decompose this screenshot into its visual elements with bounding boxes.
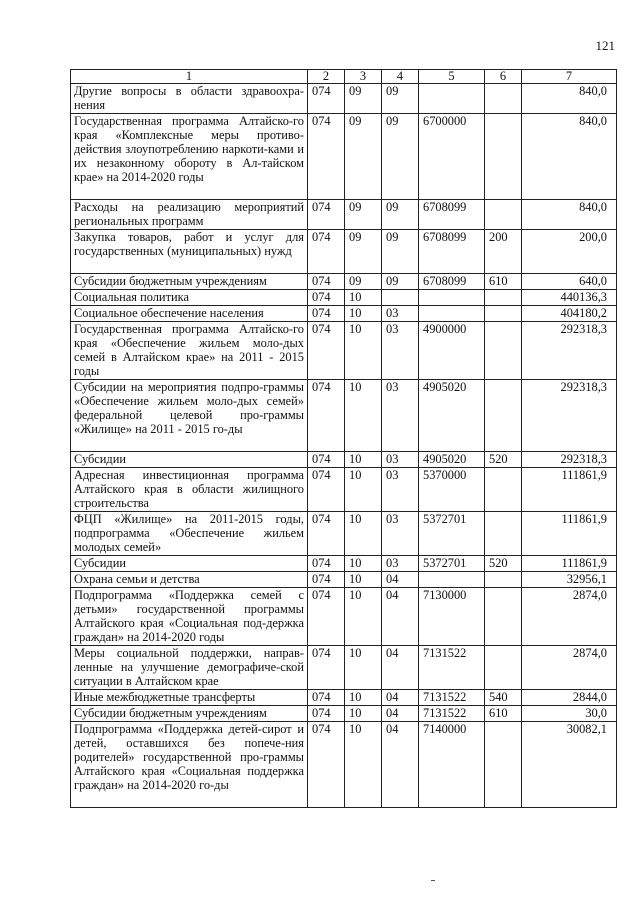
row-name-cell: Закупка товаров, работ и услуг для государственных (муниципальных) нужд (71, 230, 308, 274)
row-admin-code-cell: 074 (308, 690, 345, 706)
row-target-article-cell: 7130000 (419, 588, 485, 646)
row-section-cell: 09 (345, 200, 382, 230)
row-section-cell: 10 (345, 468, 382, 512)
row-target-article-cell: 4905020 (419, 380, 485, 452)
row-name-cell: Субсидии бюджетным учреждениям (71, 274, 308, 290)
row-target-article-cell: 6708099 (419, 274, 485, 290)
row-section-cell: 10 (345, 588, 382, 646)
scan-dot-mark (431, 880, 435, 881)
row-target-article-cell: 7131522 (419, 646, 485, 690)
row-section-cell: 09 (345, 84, 382, 114)
column-header: 5 (419, 70, 485, 84)
row-section-cell: 09 (345, 114, 382, 200)
row-subsection-cell: 03 (382, 556, 419, 572)
row-target-article-cell (419, 290, 485, 306)
row-admin-code-cell: 074 (308, 468, 345, 512)
row-target-article-cell (419, 84, 485, 114)
row-expense-type-cell (485, 84, 522, 114)
row-section-cell: 10 (345, 306, 382, 322)
row-subsection-cell: 09 (382, 114, 419, 200)
row-name-cell: Государственная программа Алтайско-го края «Комплексные меры противо-действия злоупотреблению наркоти-ками и их незаконному обороту в Ал-тайском крае» на 2014-2020 годы (71, 114, 308, 200)
row-subsection-cell: 03 (382, 322, 419, 380)
column-header: 1 (71, 70, 308, 84)
row-name-cell: Субсидии на мероприятия подпро-граммы «Обеспечение жильем моло-дых семей» федеральной целевой про-граммы «Жилище» на 2011 - 2015 го-ды (71, 380, 308, 452)
row-sum-cell: 2874,0 (522, 646, 617, 690)
column-header: 6 (485, 70, 522, 84)
row-target-article-cell: 5372701 (419, 556, 485, 572)
row-expense-type-cell (485, 572, 522, 588)
row-subsection-cell (382, 290, 419, 306)
table-row (71, 114, 617, 200)
row-name-cell: Субсидии (71, 452, 308, 468)
row-subsection-cell: 03 (382, 512, 419, 556)
table-row (71, 722, 617, 808)
row-expense-type-cell (485, 380, 522, 452)
row-name-cell: Расходы на реализацию мероприятий региональных программ (71, 200, 308, 230)
table-row (71, 306, 617, 322)
table-row (71, 230, 617, 274)
row-name-cell: Охрана семьи и детства (71, 572, 308, 588)
table-header-row (71, 70, 617, 84)
row-subsection-cell: 04 (382, 706, 419, 722)
table-row (71, 290, 617, 306)
row-subsection-cell: 09 (382, 230, 419, 274)
row-sum-cell: 840,0 (522, 84, 617, 114)
row-expense-type-cell (485, 722, 522, 808)
row-section-cell: 10 (345, 646, 382, 690)
row-expense-type-cell: 610 (485, 706, 522, 722)
row-sum-cell: 111861,9 (522, 556, 617, 572)
row-name-cell: Субсидии бюджетным учреждениям (71, 706, 308, 722)
table-row (71, 468, 617, 512)
page-number: 121 (595, 38, 615, 53)
row-admin-code-cell: 074 (308, 380, 345, 452)
row-admin-code-cell: 074 (308, 230, 345, 274)
row-subsection-cell: 09 (382, 84, 419, 114)
column-header: 7 (522, 70, 617, 84)
row-target-article-cell: 4905020 (419, 452, 485, 468)
table-row (71, 556, 617, 572)
row-expense-type-cell: 610 (485, 274, 522, 290)
row-section-cell: 10 (345, 512, 382, 556)
row-admin-code-cell: 074 (308, 706, 345, 722)
row-target-article-cell: 7131522 (419, 690, 485, 706)
row-subsection-cell: 03 (382, 452, 419, 468)
row-subsection-cell: 04 (382, 572, 419, 588)
row-name-cell: Социальная политика (71, 290, 308, 306)
table-row (71, 200, 617, 230)
row-target-article-cell (419, 572, 485, 588)
table-row (71, 84, 617, 114)
row-admin-code-cell: 074 (308, 452, 345, 468)
row-name-cell: Подпрограмма «Поддержка семей с детьми» государственной программы Алтайского края «Социальная под-держка граждан» на 2014-2020 годы (71, 588, 308, 646)
row-expense-type-cell: 540 (485, 690, 522, 706)
row-expense-type-cell (485, 588, 522, 646)
row-sum-cell: 840,0 (522, 114, 617, 200)
row-subsection-cell: 03 (382, 380, 419, 452)
row-expense-type-cell (485, 646, 522, 690)
row-section-cell: 10 (345, 722, 382, 808)
row-expense-type-cell: 520 (485, 556, 522, 572)
row-sum-cell: 2874,0 (522, 588, 617, 646)
row-expense-type-cell (485, 468, 522, 512)
row-sum-cell: 292318,3 (522, 452, 617, 468)
table-row (71, 646, 617, 690)
row-name-cell: Меры социальной поддержки, направ-ленные на улучшение демографиче-ской ситуации в Алтайском крае (71, 646, 308, 690)
row-subsection-cell: 09 (382, 274, 419, 290)
row-sum-cell: 640,0 (522, 274, 617, 290)
row-expense-type-cell (485, 306, 522, 322)
row-sum-cell: 292318,3 (522, 380, 617, 452)
table-body (71, 70, 617, 808)
row-admin-code-cell: 074 (308, 572, 345, 588)
row-sum-cell: 111861,9 (522, 468, 617, 512)
row-admin-code-cell: 074 (308, 274, 345, 290)
row-target-article-cell: 7131522 (419, 706, 485, 722)
row-section-cell: 10 (345, 322, 382, 380)
row-subsection-cell: 04 (382, 690, 419, 706)
row-target-article-cell: 7140000 (419, 722, 485, 808)
row-admin-code-cell: 074 (308, 722, 345, 808)
row-admin-code-cell: 074 (308, 322, 345, 380)
row-admin-code-cell: 074 (308, 512, 345, 556)
row-sum-cell: 32956,1 (522, 572, 617, 588)
row-sum-cell: 292318,3 (522, 322, 617, 380)
row-sum-cell: 30082,1 (522, 722, 617, 808)
table-row (71, 512, 617, 556)
row-sum-cell: 2844,0 (522, 690, 617, 706)
budget-table (70, 69, 617, 808)
table-row (71, 690, 617, 706)
row-admin-code-cell: 074 (308, 84, 345, 114)
column-header: 2 (308, 70, 345, 84)
row-expense-type-cell (485, 114, 522, 200)
row-section-cell: 09 (345, 230, 382, 274)
column-header: 4 (382, 70, 419, 84)
row-subsection-cell: 04 (382, 722, 419, 808)
row-name-cell: Иные межбюджетные трансферты (71, 690, 308, 706)
row-sum-cell: 30,0 (522, 706, 617, 722)
row-subsection-cell: 03 (382, 306, 419, 322)
table-row (71, 706, 617, 722)
row-name-cell: Подпрограмма «Поддержка детей-сирот и детей, оставшихся без попече-ния родителей» государственной про-граммы Алтайского края «Социальная поддержка граждан» на 2014-2020 го-ды (71, 722, 308, 808)
row-section-cell: 09 (345, 274, 382, 290)
row-target-article-cell: 6708099 (419, 200, 485, 230)
row-admin-code-cell: 074 (308, 556, 345, 572)
row-subsection-cell: 09 (382, 200, 419, 230)
row-admin-code-cell: 074 (308, 200, 345, 230)
table-row (71, 380, 617, 452)
table-row (71, 274, 617, 290)
row-admin-code-cell: 074 (308, 306, 345, 322)
row-section-cell: 10 (345, 556, 382, 572)
row-sum-cell: 111861,9 (522, 512, 617, 556)
row-expense-type-cell: 200 (485, 230, 522, 274)
row-name-cell: ФЦП «Жилище» на 2011-2015 годы, подпрограмма «Обеспечение жильем молодых семей» (71, 512, 308, 556)
row-target-article-cell: 5372701 (419, 512, 485, 556)
row-section-cell: 10 (345, 690, 382, 706)
row-admin-code-cell: 074 (308, 646, 345, 690)
row-target-article-cell: 4900000 (419, 322, 485, 380)
row-admin-code-cell: 074 (308, 290, 345, 306)
row-sum-cell: 840,0 (522, 200, 617, 230)
table-row (71, 588, 617, 646)
row-sum-cell: 200,0 (522, 230, 617, 274)
row-name-cell: Социальное обеспечение населения (71, 306, 308, 322)
row-section-cell: 10 (345, 380, 382, 452)
row-section-cell: 10 (345, 452, 382, 468)
row-admin-code-cell: 074 (308, 114, 345, 200)
row-target-article-cell: 6700000 (419, 114, 485, 200)
table-row (71, 322, 617, 380)
row-admin-code-cell: 074 (308, 588, 345, 646)
column-header: 3 (345, 70, 382, 84)
row-expense-type-cell (485, 322, 522, 380)
row-name-cell: Адресная инвестиционная программа Алтайского края в области жилищного строительства (71, 468, 308, 512)
row-expense-type-cell (485, 200, 522, 230)
row-section-cell: 10 (345, 290, 382, 306)
row-name-cell: Другие вопросы в области здравоохра-нения (71, 84, 308, 114)
row-name-cell: Государственная программа Алтайско-го края «Обеспечение жильем моло-дых семей в Алтайском крае» на 2011 - 2015 годы (71, 322, 308, 380)
row-subsection-cell: 04 (382, 588, 419, 646)
row-target-article-cell: 6708099 (419, 230, 485, 274)
row-expense-type-cell: 520 (485, 452, 522, 468)
row-subsection-cell: 04 (382, 646, 419, 690)
row-subsection-cell: 03 (382, 468, 419, 512)
row-target-article-cell: 5370000 (419, 468, 485, 512)
row-expense-type-cell (485, 512, 522, 556)
row-sum-cell: 404180,2 (522, 306, 617, 322)
row-section-cell: 10 (345, 706, 382, 722)
row-target-article-cell (419, 306, 485, 322)
table-row (71, 572, 617, 588)
table-row (71, 452, 617, 468)
row-section-cell: 10 (345, 572, 382, 588)
row-sum-cell: 440136,3 (522, 290, 617, 306)
row-name-cell: Субсидии (71, 556, 308, 572)
row-expense-type-cell (485, 290, 522, 306)
